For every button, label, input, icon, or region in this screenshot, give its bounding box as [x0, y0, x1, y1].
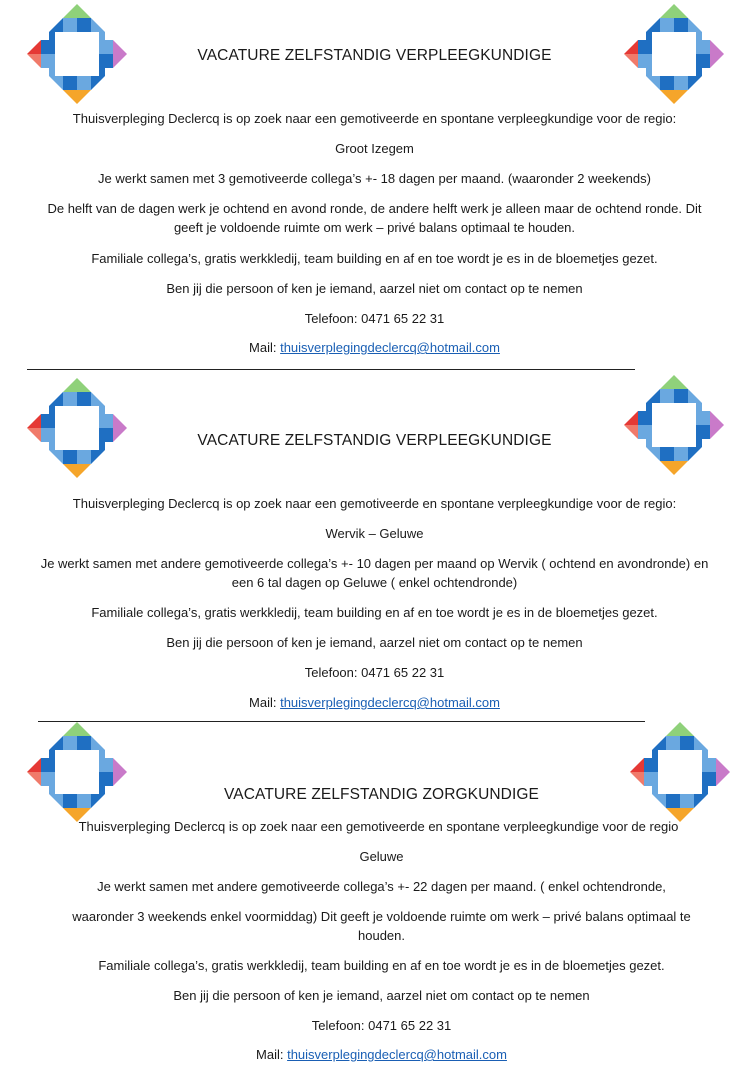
medical-cross-logo-icon	[624, 375, 724, 475]
vacancy-intro: Thuisverpleging Declercq is op zoek naar een gemotiveerde en spontane verpleegkundige voor de regio:	[72, 496, 677, 511]
section-divider	[27, 369, 635, 370]
section-divider	[38, 721, 645, 722]
mail-label: Mail:	[256, 1047, 288, 1062]
medical-cross-logo-icon	[27, 378, 127, 478]
mail-link[interactable]: thuisverplegingdeclercq@hotmail.com	[287, 1047, 507, 1062]
vacancy-title: VACATURE ZELFSTANDIG ZORGKUNDIGE	[224, 786, 539, 803]
medical-cross-logo-icon	[630, 722, 730, 822]
mail-label: Mail:	[249, 695, 281, 710]
vacancy-schedule-detail: De helft van de dagen werk je ochtend en avond ronde, de andere helft werk je alleen maar de ochtend ronde. Dit	[47, 201, 702, 216]
vacancy-schedule: Je werkt samen met andere gemotiveerde collega’s +- 10 dagen per maand op Wervik ( ochtend en avondronde) en	[40, 556, 709, 571]
vacancy-schedule-detail: houden.	[358, 928, 405, 943]
vacancy-phone: Telefoon: 0471 65 22 31	[311, 1018, 452, 1033]
vacancy-perks: Familiale collega’s, gratis werkkledij, team building en af en toe wordt je es in de bloemetjes gezet.	[91, 605, 658, 620]
vacancy-phone: Telefoon: 0471 65 22 31	[304, 665, 445, 680]
vacancy-mail	[7, 1047, 749, 1062]
medical-cross-logo-icon	[27, 722, 127, 822]
vacancy-perks: Familiale collega’s, gratis werkkledij, team building en af en toe wordt je es in de bloemetjes gezet.	[91, 251, 658, 266]
vacancy-intro: Thuisverpleging Declercq is op zoek naar een gemotiveerde en spontane verpleegkundige voor de regio:	[72, 111, 677, 126]
medical-cross-logo-icon	[27, 378, 127, 478]
medical-cross-logo-icon	[624, 375, 724, 475]
vacancy-title: VACATURE ZELFSTANDIG VERPLEEGKUNDIGE	[197, 432, 552, 449]
mail-link[interactable]: thuisverplegingdeclercq@hotmail.com	[280, 695, 500, 710]
vacancy-schedule: Je werkt samen met 3 gemotiveerde collega’s +- 18 dagen per maand. (waaronder 2 weekends)	[98, 171, 651, 186]
vacancy-region: Groot Izegem	[335, 141, 414, 156]
vacancy-call-to-action: Ben jij die persoon of ken je iemand, aarzel niet om contact op te nemen	[166, 635, 583, 650]
vacancy-intro: Thuisverpleging Declercq is op zoek naar een gemotiveerde en spontane verpleegkundige voor de regio	[78, 819, 679, 834]
vacancy-region: Wervik – Geluwe	[325, 526, 424, 541]
vacancy-mail	[0, 340, 749, 355]
medical-cross-logo-icon	[630, 722, 730, 822]
medical-cross-logo-icon	[27, 722, 127, 822]
vacancy-mail	[0, 695, 749, 710]
mail-link[interactable]: thuisverplegingdeclercq@hotmail.com	[280, 340, 500, 355]
vacancy-title: VACATURE ZELFSTANDIG VERPLEEGKUNDIGE	[197, 47, 552, 64]
vacancy-region: Geluwe	[359, 849, 404, 864]
vacancy-schedule: een 6 tal dagen op Geluwe ( enkel ochtendronde)	[231, 575, 518, 590]
vacancy-phone: Telefoon: 0471 65 22 31	[304, 311, 445, 326]
vacancy-schedule: Je werkt samen met andere gemotiveerde collega’s +- 22 dagen per maand. ( enkel ochtendronde,	[97, 879, 666, 894]
vacancy-schedule-detail: geeft je voldoende ruimte om werk – privé balans optimaal te houden.	[173, 220, 576, 235]
vacancy-perks: Familiale collega’s, gratis werkkledij, team building en af en toe wordt je es in de bloemetjes gezet.	[98, 958, 665, 973]
vacancy-call-to-action: Ben jij die persoon of ken je iemand, aarzel niet om contact op te nemen	[173, 988, 590, 1003]
vacancy-schedule-detail: waaronder 3 weekends enkel voormiddag) Dit geeft je voldoende ruimte om werk – privé balans optimaal te	[72, 909, 691, 924]
vacancy-call-to-action: Ben jij die persoon of ken je iemand, aarzel niet om contact op te nemen	[166, 281, 583, 296]
mail-label: Mail:	[249, 340, 281, 355]
